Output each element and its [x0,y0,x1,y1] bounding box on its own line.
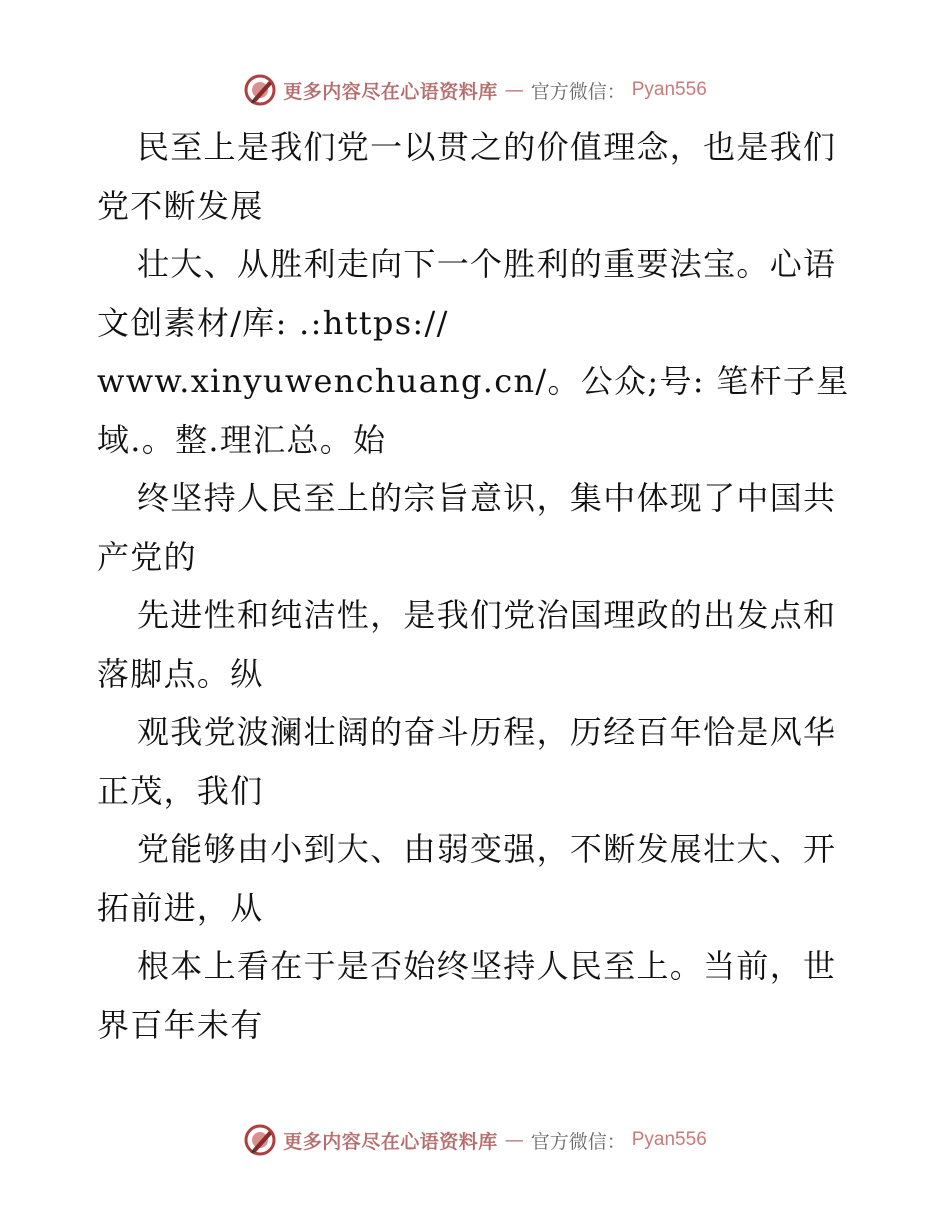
text-line: 正茂，我们 [97,771,264,810]
pen-logo-icon [243,1123,277,1157]
text-line: 党不断发展 [97,186,264,225]
banner-official-label: 官方微信： [530,80,626,103]
text-line: 界百年未有 [97,1005,264,1044]
document-body [97,118,857,1054]
banner-account: Pyan556 [631,1129,707,1150]
text-line: 产党的 [97,537,197,576]
text-line: 壮大、从胜利走向下一个胜利的重要法宝。心语 [137,245,837,283]
banner-title: 更多内容尽在心语资料库 [283,80,498,103]
text-line: 落脚点。纵 [97,654,264,693]
banner-separator: — [504,1129,524,1151]
text-line: 先进性和纯洁性，是我们党治国理政的出发点和 [137,596,837,634]
banner-title: 更多内容尽在心语资料库 [283,1130,498,1153]
text-line: 拓前进，从 [97,888,264,927]
banner-separator: — [504,79,524,101]
text-line: www.xinyuwenchuang.cn/。公众;号: 笔杆子星 [97,362,850,400]
text-line: 文创素材/库: .:https:// [97,303,449,342]
banner-account: Pyan556 [631,79,707,100]
pen-logo-icon [243,73,277,107]
text-line: 终坚持人民至上的宗旨意识，集中体现了中国共 [137,479,837,517]
text-line: 党能够由小到大、由弱变强，不断发展壮大、开 [137,830,837,868]
text-line: 民至上是我们党一以贯之的价值理念，也是我们 [137,128,837,166]
header-banner [0,70,950,110]
text-line: 根本上看在于是否始终坚持人民至上。当前，世 [137,947,837,985]
text-line: 域.。整.理汇总。始 [97,420,387,459]
footer-banner [0,1120,950,1160]
banner-official-label: 官方微信： [530,1130,626,1153]
text-line: 观我党波澜壮阔的奋斗历程，历经百年恰是风华 [137,713,837,751]
